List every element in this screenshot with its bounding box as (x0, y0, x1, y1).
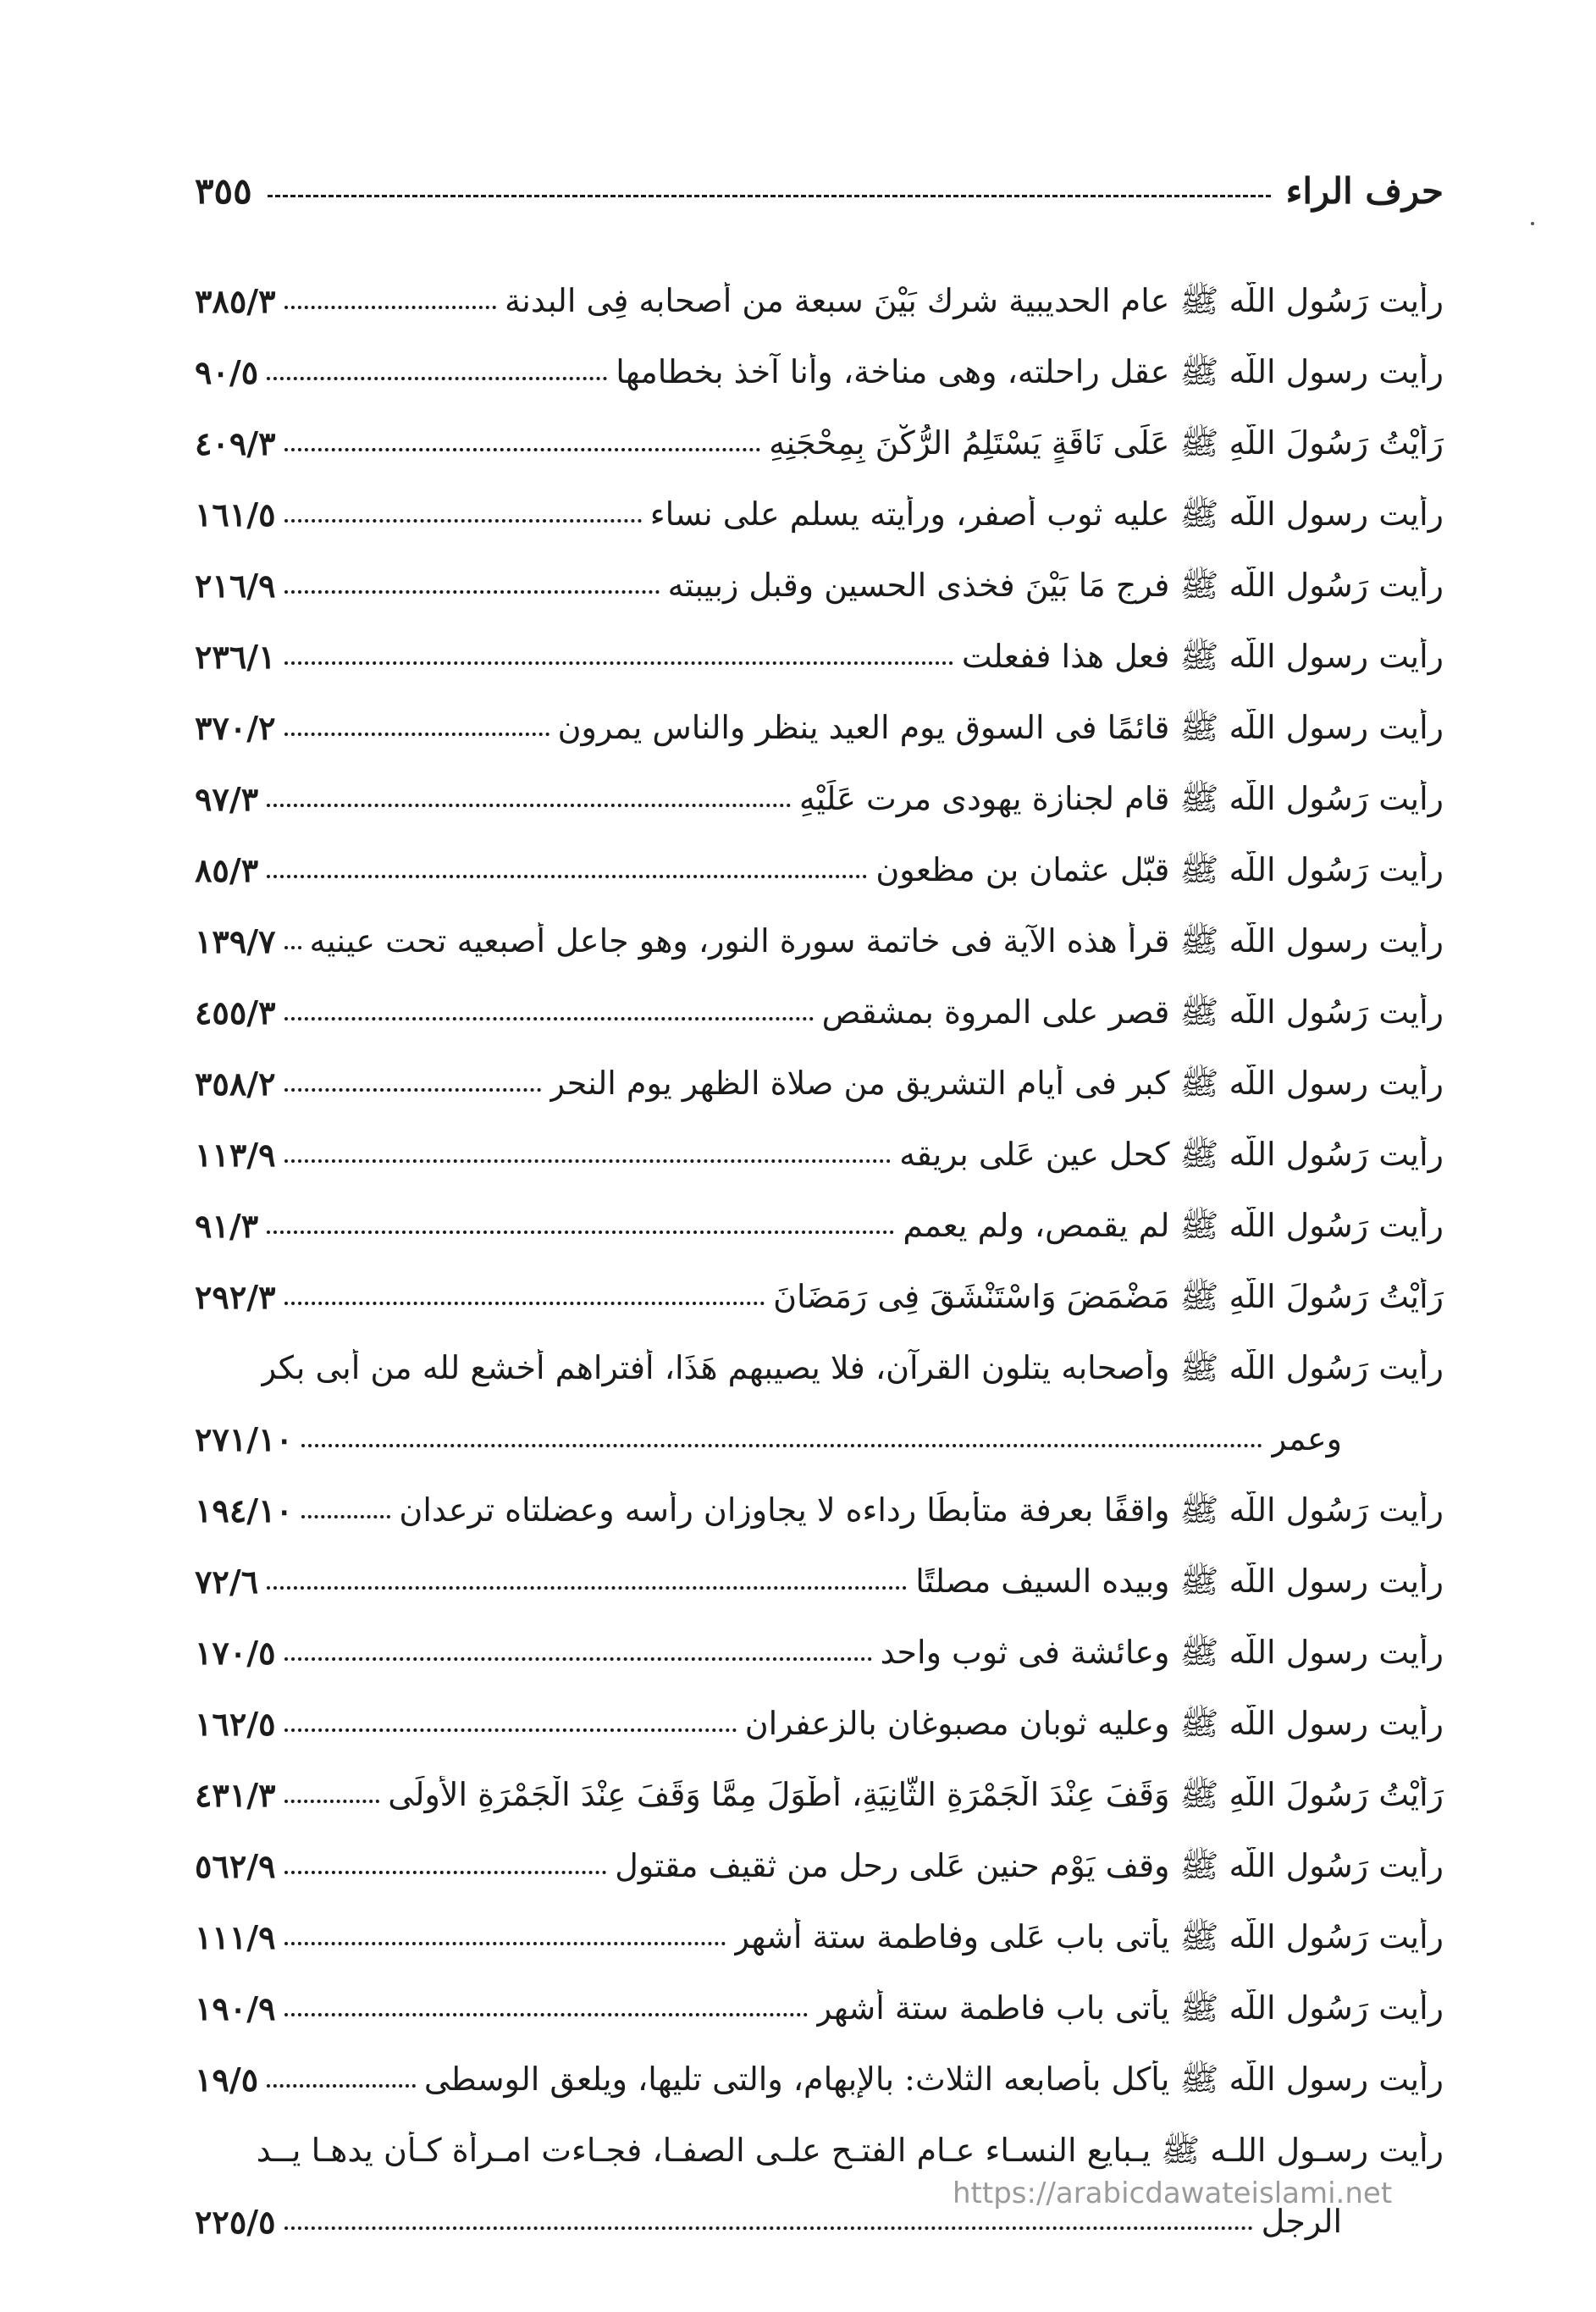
volume-page-ref: ١٩٠/٩ (195, 1989, 276, 2028)
index-entry (195, 677, 1444, 748)
hadith-text: رأيت رَسُول اللّه ﷺ وأصحابه يتلون القرآن، فلا يصيبهم هَذَا، أفتراهم أخشع لله من أبى بكر (260, 1349, 1444, 1387)
index-entry (195, 1032, 1444, 1103)
dot-leader (267, 2084, 416, 2088)
index-entry (195, 1246, 1444, 1317)
dot-leader (284, 306, 496, 309)
dot-leader (284, 1728, 737, 1732)
dot-leader (301, 1515, 390, 1518)
dot-leader (284, 1942, 726, 1945)
volume-page-ref: ٢٣٦/١ (195, 638, 276, 677)
index-entry (195, 1601, 1444, 1673)
dot-leader (284, 1657, 872, 1661)
hadith-text-continuation: وعمر (1271, 1420, 1342, 1458)
dot-leader (284, 1800, 380, 1803)
hadith-text: رأيت رسول اللّه ﷺ قرأ هذه الآية فى خاتمة سورة النور، وهو جاعل أصبعيه تحت عينيه (309, 922, 1444, 960)
dot-leader (284, 1302, 765, 1305)
volume-page-ref: ٥٦٢/٩ (195, 1847, 276, 1886)
dot-leader (284, 1871, 607, 1874)
index-entry (195, 1175, 1444, 1246)
dot-leader (267, 1586, 907, 1590)
volume-page-ref: ١٩/٥ (195, 2060, 259, 2099)
index-entries (195, 250, 1444, 2242)
dot-leader (284, 1088, 541, 1092)
index-entry (195, 392, 1444, 463)
dot-leader (267, 377, 607, 380)
hadith-text: رَأَيْتُ رَسُولَ اللّهِ ﷺ وَقَفَ عِنْدَ الْجَمْرَةِ الثَّانِيَةِ، أَطْوَلَ مِمَّا وَقَفَ عِنْدَ الْجَمْرَةِ الأُولَى (388, 1776, 1444, 1814)
index-entry (195, 748, 1444, 819)
hadith-text: رأيت رَسُول اللّه ﷺ وقف يَوْم حنين عَلى رحل من ثقيف مقتول (615, 1847, 1444, 1885)
dot-leader (284, 1159, 892, 1163)
index-entry (195, 819, 1444, 890)
hadith-text: رأيت رَسُول اللّه ﷺ لم يقمص، ولم يعمم (903, 1207, 1444, 1245)
hadith-text: رأيت رَسُول اللّه ﷺ فرج مَا بَيْنَ فخذى الحسين وقبل زبيبته (667, 567, 1444, 605)
index-entry (195, 1957, 1444, 2028)
volume-page-ref: ٣٨٥/٣ (195, 282, 276, 321)
header-rule (268, 195, 1271, 197)
hadith-text: رأيت رَسُول اللّه ﷺ يأتى باب فاطمة ستة أشهر (815, 1989, 1444, 2027)
volume-page-ref: ٧٢/٦ (195, 1563, 259, 1601)
volume-page-ref: ٩٧/٣ (195, 780, 259, 819)
hadith-text: رأيت رسول اللّه ﷺ عليه ثوب أصفر، ورأيته يسلم على نساء (649, 495, 1444, 534)
volume-page-ref: ١١٣/٩ (195, 1136, 276, 1175)
volume-page-ref: ١١١/٩ (195, 1918, 276, 1957)
hadith-text: رَأَيْتُ رَسُولَ اللّهِ ﷺ عَلَى نَاقَةٍ يَسْتَلِمُ الرُّكْنَ بِمِحْجَنِهِ (769, 424, 1444, 462)
dot-leader (301, 1444, 1262, 1447)
volume-page-ref: ١٩٤/١٠ (195, 1491, 293, 1530)
volume-page-ref: ٣٧٠/٢ (195, 709, 276, 748)
index-entry (195, 2028, 1444, 2099)
hadith-text: رأيت رسول اللّه ﷺ قائمًا فى السوق يوم العيد ينظر والناس يمرون (557, 709, 1444, 747)
dot-leader (284, 661, 953, 665)
hadith-text: رأيت رسول اللّه ﷺ كبر فى أيام التشريق من صلاة الظهر يوم النحر (549, 1065, 1444, 1103)
page-speck (1531, 222, 1534, 225)
volume-page-ref: ١٦١/٥ (195, 495, 276, 534)
section-title: حرف الراء (1285, 169, 1444, 212)
volume-page-ref: ٣٥٨/٢ (195, 1065, 276, 1103)
volume-page-ref: ٤٣١/٣ (195, 1776, 276, 1815)
volume-page-ref: ١٧٠/٥ (195, 1634, 276, 1673)
hadith-text: رأيت رَسُول اللّه ﷺ واقفًا بعرفة متأبطًا رداءه لا يجاوزان رأسه وعضلتاه ترعدان (399, 1491, 1444, 1529)
index-entry (195, 961, 1444, 1032)
volume-page-ref: ١٣٩/٧ (195, 922, 276, 961)
volume-page-ref: ٤٥٥/٣ (195, 993, 276, 1032)
index-entry-multiline (195, 1317, 1444, 1459)
volume-page-ref: ٢٢٥/٥ (195, 2203, 276, 2242)
volume-page-ref: ٢١٦/٩ (195, 567, 276, 606)
page-number: ٣٥٥ (195, 169, 252, 212)
index-entry (195, 1886, 1444, 1957)
volume-page-ref: ١٦٢/٥ (195, 1705, 276, 1744)
website-watermark: https://arabicdawateislami.net (953, 2176, 1393, 2210)
hadith-text: رأيت رسول اللّه ﷺ فعل هذا ففعلت (961, 638, 1444, 676)
index-entry (195, 534, 1444, 606)
hadith-text: رأيت رَسُول اللّه ﷺ قصر على المروة بمشقص (821, 993, 1444, 1032)
volume-page-ref: ٢٩٢/٣ (195, 1278, 276, 1317)
index-entry (195, 1530, 1444, 1601)
dot-leader (284, 1017, 814, 1020)
dot-leader (284, 2013, 808, 2016)
hadith-text: رأيت رسـول اللـه ﷺ يـبايع النسـاء عـام الفتـح علـى الصفـا، فجـاءت امـرأة كـأن يدهـا يــد (256, 2132, 1444, 2170)
dot-leader (267, 1231, 894, 1234)
running-header (195, 161, 1444, 220)
hadith-text: رأيت رسول اللّه ﷺ يأكل بأصابعه الثلاث: بالإبهام، والتى تليها، ويلعق الوسطى (423, 2060, 1444, 2099)
dot-leader (267, 875, 867, 878)
index-entry-multiline (195, 2099, 1444, 2242)
volume-page-ref: ٨٥/٣ (195, 851, 259, 890)
hadith-text-continuation: الرجل (1261, 2203, 1342, 2241)
dot-leader (284, 946, 301, 949)
hadith-text: رأيت رَسُول اللّه ﷺ يأتى باب عَلى وفاطمة ستة أشهر (733, 1918, 1444, 1956)
volume-page-ref: ٢٧١/١٠ (195, 1420, 293, 1459)
hadith-text: رأيت رَسُول اللّه ﷺ كحل عين عَلى بريقه (899, 1136, 1444, 1174)
index-entry (195, 250, 1444, 321)
dot-leader (284, 2226, 1253, 2230)
hadith-text: رأيت رسول اللّه ﷺ وبيده السيف مصلتًا (915, 1563, 1444, 1601)
hadith-text: رأيت رَسُول اللّه ﷺ قام لجنازة يهودى مرت عَلَيْهِ (798, 780, 1444, 818)
dot-leader (284, 733, 549, 736)
hadith-text: رأيت رَسُول اللّه ﷺ عام الحديبية شرك بَيْنَ سبعة من أصحابه فِى البدنة (504, 282, 1444, 320)
hadith-text: رأيت رسول اللّه ﷺ عقل راحلته، وهى مناخة، وأنا آخذ بخطامها (616, 353, 1444, 391)
index-entry (195, 1459, 1444, 1530)
hadith-text: رأيت رسول اللّه ﷺ وعليه ثوبان مصبوغان بالزعفران (744, 1705, 1444, 1743)
index-entry (195, 321, 1444, 392)
hadith-text: رأيت رَسُول اللّه ﷺ قبّل عثمان بن مظعون (875, 851, 1444, 889)
volume-page-ref: ٩١/٣ (195, 1207, 259, 1246)
dot-leader (284, 448, 761, 451)
volume-page-ref: ٤٠٩/٣ (195, 424, 276, 463)
dot-leader (267, 804, 791, 807)
index-entry (195, 1673, 1444, 1744)
index-entry (195, 606, 1444, 677)
dot-leader (284, 590, 660, 594)
hadith-text: رَأَيْتُ رَسُولَ اللّهِ ﷺ مَضْمَضَ وَاسْتَنْشَقَ فِى رَمَضَانَ (773, 1278, 1444, 1316)
dot-leader (284, 519, 642, 523)
index-entry (195, 1744, 1444, 1815)
volume-page-ref: ٩٠/٥ (195, 353, 259, 392)
index-entry (195, 1103, 1444, 1175)
index-entry (195, 463, 1444, 534)
hadith-text: رأيت رسول اللّه ﷺ وعائشة فى ثوب واحد (880, 1634, 1444, 1672)
index-entry (195, 1815, 1444, 1886)
index-entry (195, 890, 1444, 961)
